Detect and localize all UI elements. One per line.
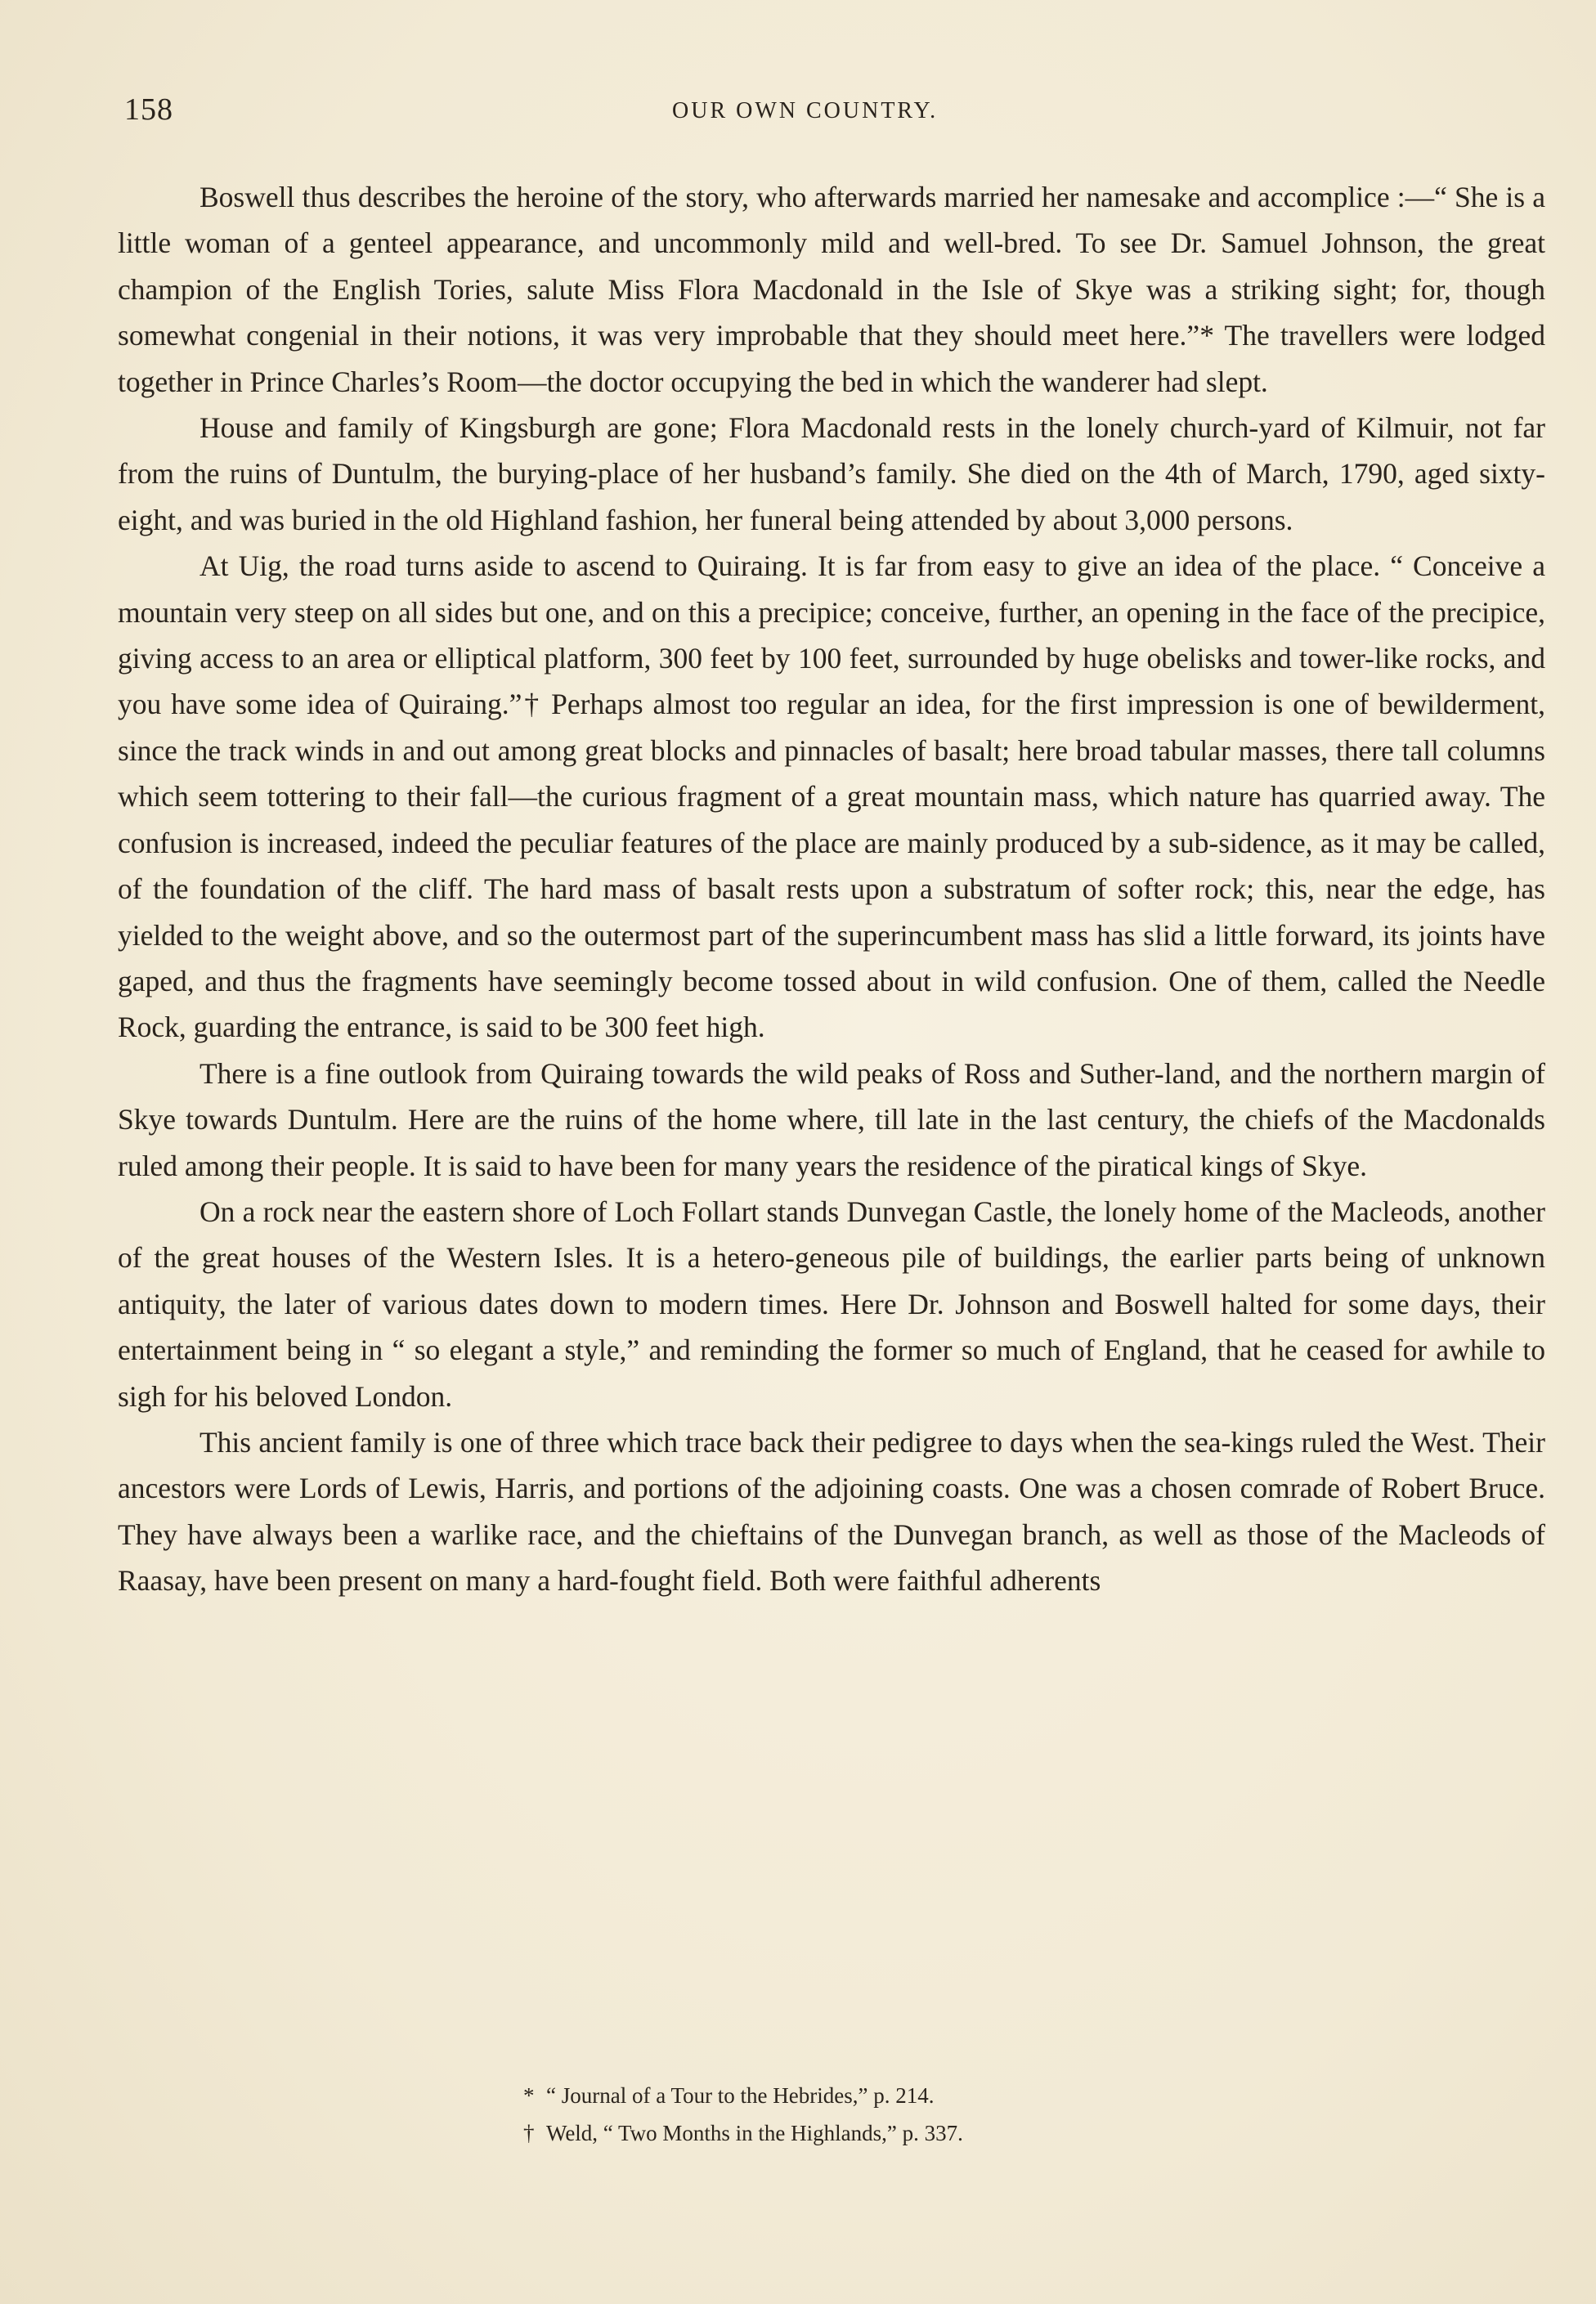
footnote: [523, 2114, 1177, 2152]
paragraph: At Uig, the road turns aside to ascend to Quiraing. It is far from easy to give an idea of the place. “ Conceive a mountain very steep on all sides but one, and on this a precipice; conceive, further, an opening in the face of the precipice, giving access to an area or elliptical platform, 300 feet by 100 feet, surrounded by huge obelisks and tower-like rocks, and you have some idea of Quiraing.”† Perhaps almost too regular an idea, for the first impression is one of bewilderment, since the track winds in and out among great blocks and pinnacles of basalt; here broad tabular masses, there tall columns which seem tottering to their fall—the curious fragment of a great mountain mass, which nature has quarried away. The confusion is increased, indeed the peculiar features of the place are mainly produced by a sub-sidence, as it may be called, of the foundation of the cliff. The hard mass of basalt rests upon a substratum of softer rock; this, near the edge, has yielded to the weight above, and so the outermost part of the superincumbent mass has slid a little forward, its joints have gaped, and thus the fragments have seemingly become tossed about in wild confusion. One of them, called the Needle Rock, guarding the entrance, is said to be 300 feet high.: [118, 549, 1545, 1044]
footnote-text: Weld, “ Two Months in the Highlands,” p. 337.: [546, 2121, 963, 2145]
footnote-mark: *: [523, 2083, 535, 2108]
body-text: [118, 174, 1545, 1604]
paragraph: House and family of Kingsburgh are gone; Flora Macdonald rests in the lonely church-yard of Kilmuir, not far from the ruins of Duntulm, the burying-place of her husband’s family. She died on the 4th of March, 1790, aged sixty-eight, and was buried in the old Highland fashion, her funeral being attended by about 3,000 persons.: [118, 411, 1545, 536]
paragraph: Boswell thus describes the heroine of the story, who afterwards married her namesake and accomplice :—“ She is a little woman of a genteel appearance, and uncommonly mild and well-bred. To see Dr. Samuel Johnson, the great champion of the English Tories, salute Miss Flora Macdonald in the Isle of Skye was a striking sight; for, though somewhat congenial in their notions, it was very improbable that they should meet here.”* The travellers were lodged together in Prince Charles’s Room—the doctor occupying the bed in which the wanderer had slept.: [118, 181, 1545, 398]
paragraph: On a rock near the eastern shore of Loch Follart stands Dunvegan Castle, the lonely home of the Macleods, another of the great houses of the Western Isles. It is a hetero-geneous pile of buildings, the earlier parts being of unknown antiquity, the later of various dates down to modern times. Here Dr. Johnson and Boswell halted for some days, their entertainment being in “ so elegant a style,” and reminding the former so much of England, that he ceased for awhile to sigh for his beloved London.: [118, 1195, 1545, 1413]
footnote-text: “ Journal of a Tour to the Hebrides,” p. 214.: [546, 2083, 935, 2108]
paragraph: This ancient family is one of three which trace back their pedigree to days when the sea-kings ruled the West. Their ancestors were Lords of Lewis, Harris, and portions of the adjoining coasts. One was a chosen comrade of Robert Bruce. They have always been a warlike race, and the chieftains of the Dunvegan branch, as well as those of the Macleods of Raasay, have been present on many a hard-fought field. Both were faithful adherents: [118, 1425, 1545, 1598]
page-header: [124, 92, 1531, 141]
page-number: 158: [124, 92, 173, 127]
footnotes: [523, 2077, 1177, 2152]
paragraph: There is a fine outlook from Quiraing towards the wild peaks of Ross and Suther-land, and the northern margin of Skye towards Duntulm. Here are the ruins of the home where, till late in the last century, the chiefs of the Macdonalds ruled among their people. It is said to have been for many years the residence of the piratical kings of Skye.: [118, 1056, 1545, 1182]
footnote-mark: †: [523, 2121, 535, 2145]
running-head: OUR OWN COUNTRY.: [672, 98, 939, 123]
footnote: [523, 2077, 1177, 2114]
